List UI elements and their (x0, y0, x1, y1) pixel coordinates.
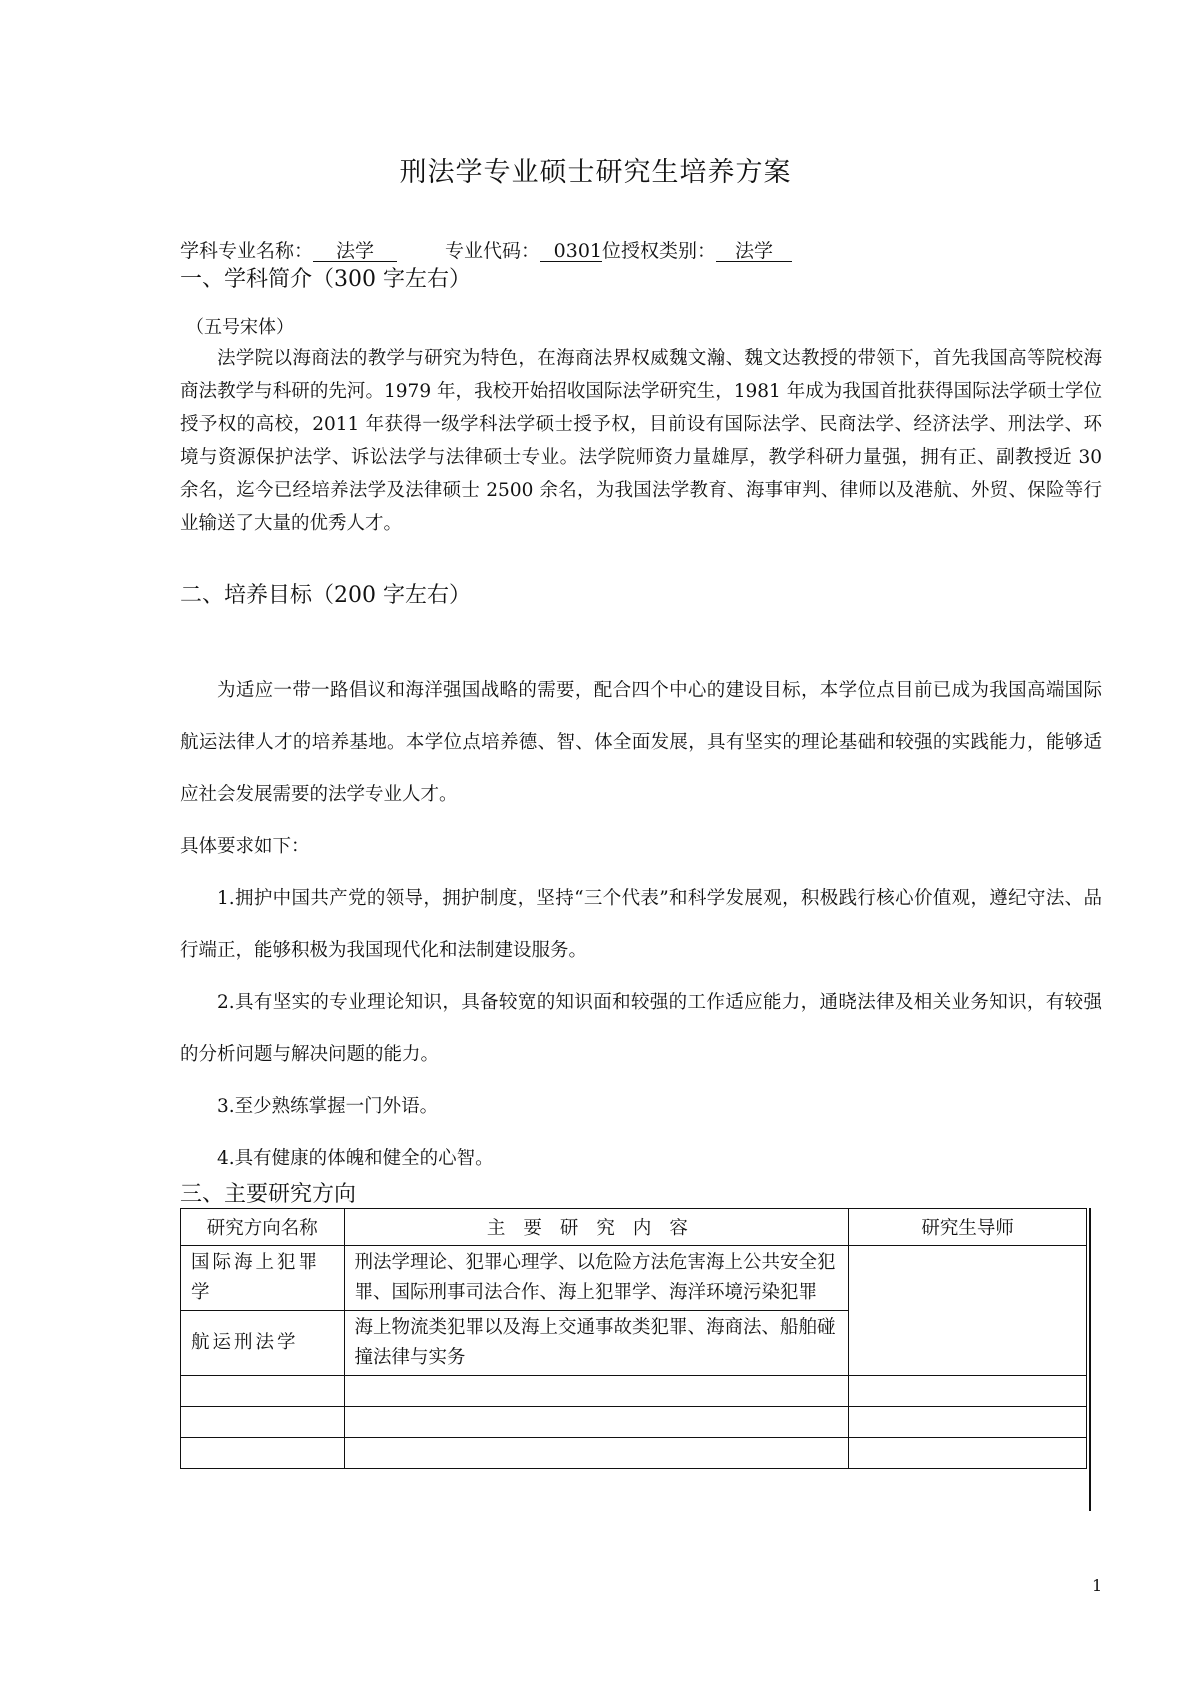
table-header-row (181, 1209, 1087, 1246)
document-title: 刑法学专业硕士研究生培养方案 (399, 157, 792, 188)
table-row-empty (181, 1438, 1087, 1469)
section3-heading: 三、主要研究方向 (180, 1182, 357, 1207)
direction-name-cell: 航运刑法学 (181, 1311, 345, 1376)
code-value: 0301 (540, 241, 602, 262)
degree-label: 位授权类别： (602, 240, 717, 262)
section2-heading: 二、培养目标（200 字左右） (180, 583, 471, 608)
requirement-1: 1.拥护中国共产党的领导，拥护制度，坚持“三个代表”和科学发展观，积极践行核心价值观，遵纪守法、品行端正，能够积极为我国现代化和法制建设服务。 (180, 888, 1102, 961)
training-goal-text: 为适应一带一路倡议和海洋强国战略的需要，配合四个中心的建设目标，本学位点目前已成为我国高端国际航运法律人才的培养基地。本学位点培养德、智、体全面发展，具有坚实的理论基础和较强的实践能力，能够适应社会发展需要的法学专业人才。 (180, 680, 1102, 805)
header-main-content: 主要研究内容 (344, 1209, 849, 1246)
table-row-empty (181, 1376, 1087, 1407)
direction-name-cell: 国际海上犯罪学 (181, 1246, 345, 1311)
requirement-2: 2.具有坚实的专业理论知识，具备较宽的知识面和较强的工作适应能力，通晓法律及相关业务知识，有较强的分析问题与解决问题的能力。 (180, 992, 1102, 1065)
header-direction-name: 研究方向名称 (181, 1209, 345, 1246)
degree-value: 法学 (716, 241, 792, 262)
table-right-rule (1089, 1208, 1091, 1511)
page-number: 1 (1092, 1576, 1103, 1595)
table-row-empty (181, 1407, 1087, 1438)
direction-content-cell: 海上物流类犯罪以及海上交通事故类犯罪、海商法、船舶碰撞法律与实务 (344, 1311, 849, 1376)
requirement-3: 3.至少熟练掌握一门外语。 (217, 1096, 439, 1117)
advisor-cell (849, 1246, 1087, 1376)
program-meta (180, 236, 792, 263)
header-advisor: 研究生导师 (849, 1209, 1087, 1246)
font-note: （五号宋体） (186, 317, 294, 338)
subject-value: 法学 (313, 241, 397, 262)
discipline-intro: 法学院以海商法的教学与研究为特色，在海商法界权威魏文瀚、魏文达教授的带领下，首先我国高等院校海商法教学与科研的先河。1979 年，我校开始招收国际法学研究生，1981 年成为我国首批获得国际法学硕士学位授予权的高校，2011 年获得一级学科法学硕士授予权，目前设有国际法学、民商法学、经济法学、刑法学、环境与资源保护法学、诉讼法学与法律硕士专业。法学院师资力量雄厚，教学科研力量强，拥有正、副教授近 30 余名，迄今已经培养法学及法律硕士 2500 余名，为我国法学教育、海事审判、律师以及港航、外贸、保险等行业输送了大量的优秀人才。 (180, 348, 1102, 534)
section1-heading: 一、学科简介（300 字左右） (180, 267, 471, 292)
requirement-4: 4.具有健康的体魄和健全的心智。 (217, 1148, 494, 1169)
direction-content-cell: 刑法学理论、犯罪心理学、以危险方法危害海上公共安全犯罪、国际刑事司法合作、海上犯罪学、海洋环境污染犯罪 (344, 1246, 849, 1311)
code-label: 专业代码： (445, 240, 541, 262)
research-directions-table (180, 1208, 1087, 1469)
table-row (181, 1246, 1087, 1311)
subject-label: 学科专业名称： (180, 240, 314, 262)
requirements-intro: 具体要求如下： (180, 836, 310, 857)
